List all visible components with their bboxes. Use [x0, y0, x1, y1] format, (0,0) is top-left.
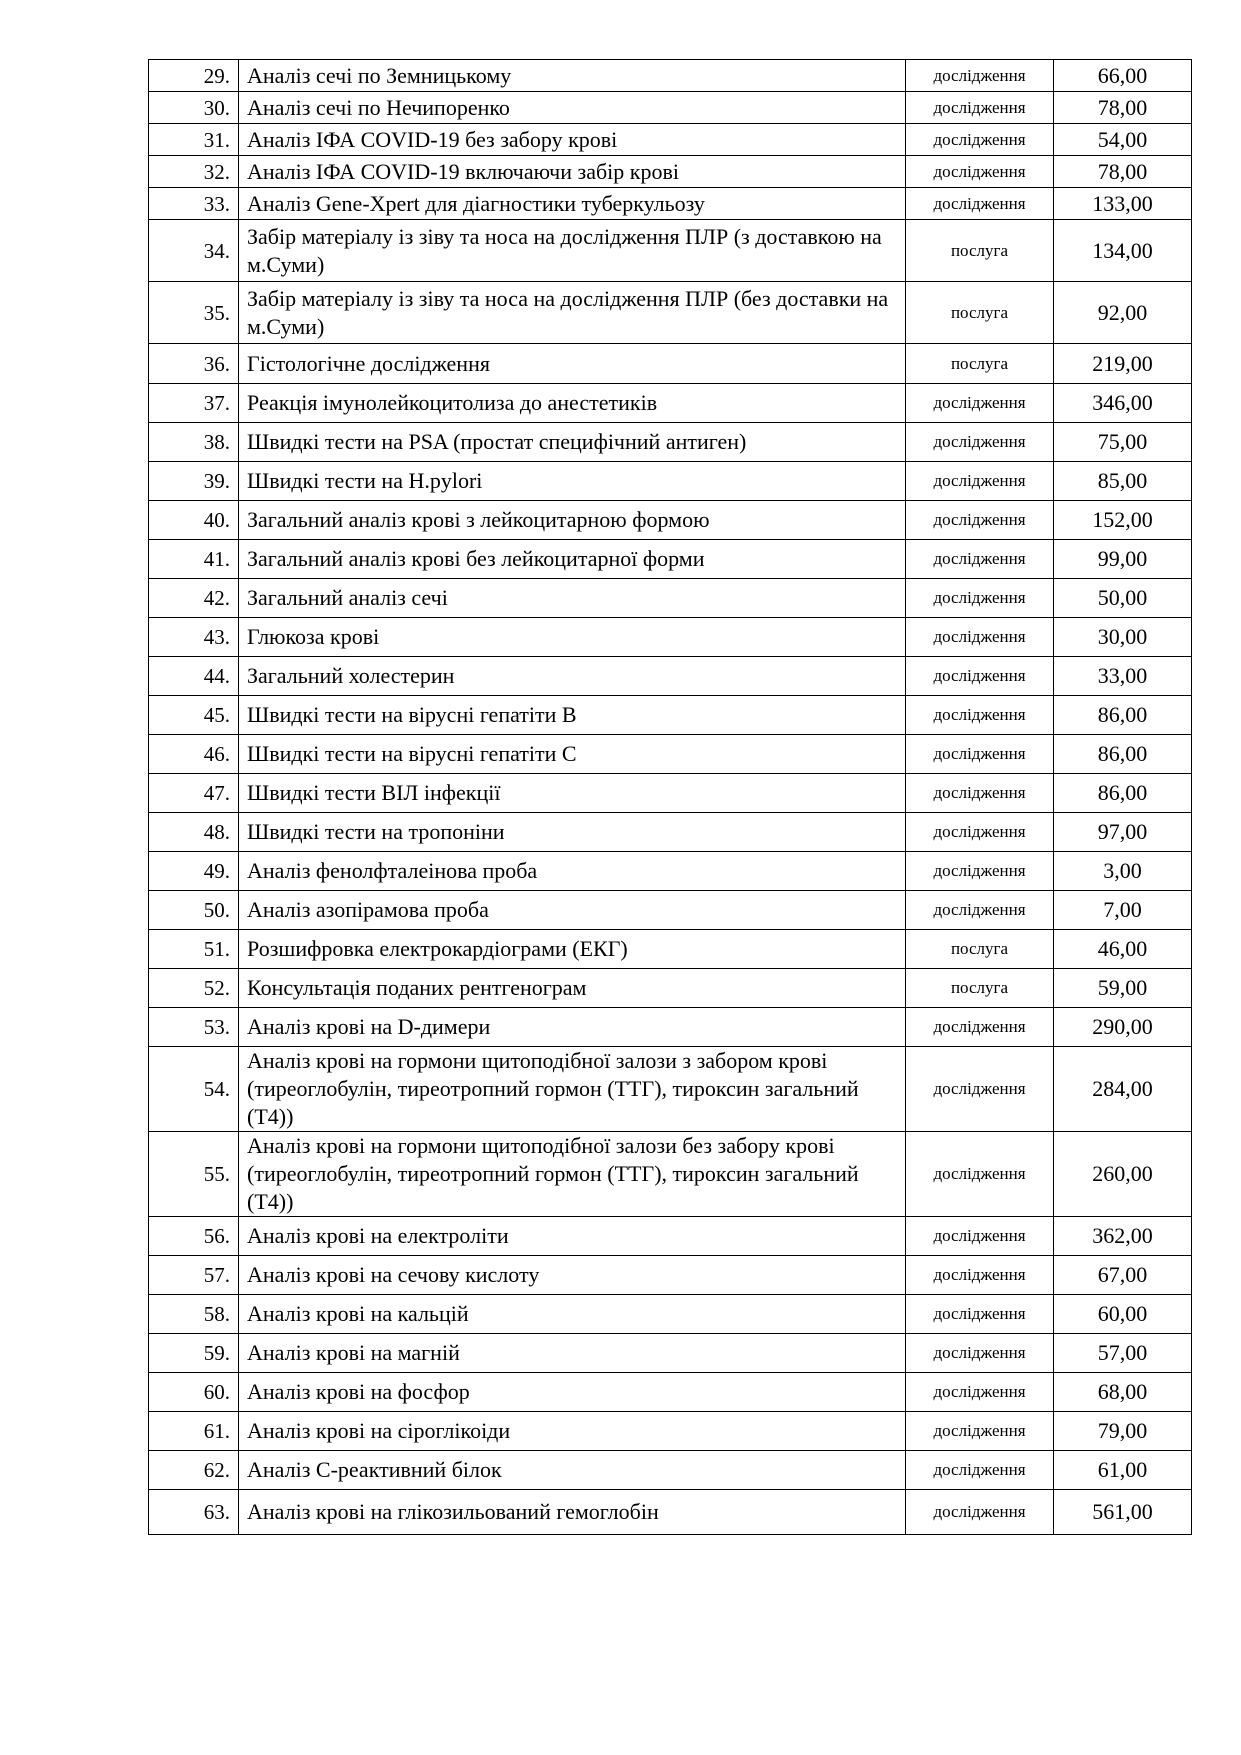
service-name: Реакція імунолейкоцитолиза до анестетиків	[239, 384, 906, 423]
table-row	[149, 384, 1192, 423]
table-row	[149, 1008, 1192, 1047]
unit-of-measure: дослідження	[906, 579, 1054, 618]
price: 99,00	[1054, 540, 1192, 579]
table-row	[149, 423, 1192, 462]
unit-of-measure: дослідження	[906, 1490, 1054, 1535]
table-row	[149, 60, 1192, 92]
price: 33,00	[1054, 657, 1192, 696]
service-name: Аналіз крові на D-димери	[239, 1008, 906, 1047]
unit-of-measure: послуга	[906, 969, 1054, 1008]
row-number: 52.	[149, 969, 239, 1008]
unit-of-measure: дослідження	[906, 384, 1054, 423]
row-number: 41.	[149, 540, 239, 579]
row-number: 31.	[149, 124, 239, 156]
unit-of-measure: дослідження	[906, 423, 1054, 462]
price: 3,00	[1054, 852, 1192, 891]
table-row	[149, 618, 1192, 657]
table-body	[149, 60, 1192, 1535]
table-row	[149, 1373, 1192, 1412]
row-number: 63.	[149, 1490, 239, 1535]
table-row	[149, 696, 1192, 735]
unit-of-measure: дослідження	[906, 1373, 1054, 1412]
price: 134,00	[1054, 220, 1192, 282]
table-row	[149, 1047, 1192, 1132]
service-name: Аналіз С-реактивний білок	[239, 1451, 906, 1490]
price: 66,00	[1054, 60, 1192, 92]
unit-of-measure: дослідження	[906, 540, 1054, 579]
service-name: Аналіз Gene-Xpert для діагностики туберкульозу	[239, 188, 906, 220]
unit-of-measure: дослідження	[906, 92, 1054, 124]
unit-of-measure: дослідження	[906, 891, 1054, 930]
table-row	[149, 1334, 1192, 1373]
row-number: 61.	[149, 1412, 239, 1451]
price: 346,00	[1054, 384, 1192, 423]
service-name: Глюкоза крові	[239, 618, 906, 657]
price: 219,00	[1054, 344, 1192, 384]
service-name: Швидкі тести на PSA (простат специфічний антиген)	[239, 423, 906, 462]
row-number: 60.	[149, 1373, 239, 1412]
row-number: 42.	[149, 579, 239, 618]
table-row	[149, 657, 1192, 696]
price: 92,00	[1054, 282, 1192, 344]
unit-of-measure: дослідження	[906, 852, 1054, 891]
unit-of-measure: послуга	[906, 344, 1054, 384]
service-name: Загальний аналіз крові з лейкоцитарною формою	[239, 501, 906, 540]
price: 284,00	[1054, 1047, 1192, 1132]
price: 290,00	[1054, 1008, 1192, 1047]
price: 85,00	[1054, 462, 1192, 501]
service-name: Розшифровка електрокардіограми (ЕКГ)	[239, 930, 906, 969]
service-name: Аналіз ІФА COVID-19 без забору крові	[239, 124, 906, 156]
unit-of-measure: дослідження	[906, 1008, 1054, 1047]
unit-of-measure: дослідження	[906, 60, 1054, 92]
unit-of-measure: дослідження	[906, 188, 1054, 220]
unit-of-measure: послуга	[906, 282, 1054, 344]
table-row	[149, 1295, 1192, 1334]
row-number: 40.	[149, 501, 239, 540]
table-row	[149, 156, 1192, 188]
row-number: 50.	[149, 891, 239, 930]
table-row	[149, 774, 1192, 813]
row-number: 43.	[149, 618, 239, 657]
service-name: Загальний холестерин	[239, 657, 906, 696]
table-row	[149, 282, 1192, 344]
table-row	[149, 852, 1192, 891]
unit-of-measure: дослідження	[906, 1132, 1054, 1217]
row-number: 46.	[149, 735, 239, 774]
service-name: Аналіз ІФА COVID-19 включаючи забір крові	[239, 156, 906, 188]
service-name: Аналіз крові на гормони щитоподібної залози без забору крові (тиреоглобулін, тиреотропний гормон (ТТГ), тироксин загальний (Т4))	[239, 1132, 906, 1217]
service-name: Аналіз крові на глікозильований гемоглобін	[239, 1490, 906, 1535]
document-page	[148, 59, 1191, 1535]
row-number: 48.	[149, 813, 239, 852]
unit-of-measure: дослідження	[906, 156, 1054, 188]
service-name: Аналіз крові на сечову кислоту	[239, 1256, 906, 1295]
row-number: 58.	[149, 1295, 239, 1334]
row-number: 29.	[149, 60, 239, 92]
row-number: 47.	[149, 774, 239, 813]
price: 57,00	[1054, 1334, 1192, 1373]
unit-of-measure: дослідження	[906, 1412, 1054, 1451]
row-number: 53.	[149, 1008, 239, 1047]
unit-of-measure: дослідження	[906, 1334, 1054, 1373]
row-number: 38.	[149, 423, 239, 462]
table-row	[149, 92, 1192, 124]
service-name: Швидкі тести на H.pylori	[239, 462, 906, 501]
row-number: 57.	[149, 1256, 239, 1295]
price: 260,00	[1054, 1132, 1192, 1217]
unit-of-measure: дослідження	[906, 696, 1054, 735]
price: 75,00	[1054, 423, 1192, 462]
row-number: 45.	[149, 696, 239, 735]
service-name: Загальний аналіз крові без лейкоцитарної форми	[239, 540, 906, 579]
table-row	[149, 1217, 1192, 1256]
price: 97,00	[1054, 813, 1192, 852]
table-row	[149, 1451, 1192, 1490]
row-number: 55.	[149, 1132, 239, 1217]
table-row	[149, 344, 1192, 384]
table-row	[149, 579, 1192, 618]
service-name: Аналіз крові на фосфор	[239, 1373, 906, 1412]
price: 78,00	[1054, 156, 1192, 188]
service-name: Аналіз фенолфталеінова проба	[239, 852, 906, 891]
row-number: 36.	[149, 344, 239, 384]
price: 78,00	[1054, 92, 1192, 124]
table-row	[149, 735, 1192, 774]
table-row	[149, 124, 1192, 156]
service-name: Аналіз крові на електроліти	[239, 1217, 906, 1256]
row-number: 54.	[149, 1047, 239, 1132]
price: 561,00	[1054, 1490, 1192, 1535]
unit-of-measure: послуга	[906, 930, 1054, 969]
unit-of-measure: дослідження	[906, 813, 1054, 852]
row-number: 34.	[149, 220, 239, 282]
row-number: 37.	[149, 384, 239, 423]
row-number: 49.	[149, 852, 239, 891]
row-number: 62.	[149, 1451, 239, 1490]
price: 50,00	[1054, 579, 1192, 618]
price: 54,00	[1054, 124, 1192, 156]
service-name: Забір матеріалу із зіву та носа на дослідження ПЛР (без доставки на м.Суми)	[239, 282, 906, 344]
row-number: 51.	[149, 930, 239, 969]
price: 59,00	[1054, 969, 1192, 1008]
unit-of-measure: дослідження	[906, 1217, 1054, 1256]
price-table	[148, 59, 1192, 1535]
price: 86,00	[1054, 735, 1192, 774]
service-name: Забір матеріалу із зіву та носа на дослідження ПЛР (з доставкою на м.Суми)	[239, 220, 906, 282]
table-row	[149, 1412, 1192, 1451]
unit-of-measure: послуга	[906, 220, 1054, 282]
unit-of-measure: дослідження	[906, 1451, 1054, 1490]
price: 133,00	[1054, 188, 1192, 220]
service-name: Аналіз крові на гормони щитоподібної залози з забором крові (тиреоглобулін, тиреотропний гормон (ТТГ), тироксин загальний (Т4))	[239, 1047, 906, 1132]
row-number: 35.	[149, 282, 239, 344]
unit-of-measure: дослідження	[906, 501, 1054, 540]
row-number: 44.	[149, 657, 239, 696]
price: 86,00	[1054, 774, 1192, 813]
table-row	[149, 1132, 1192, 1217]
row-number: 39.	[149, 462, 239, 501]
row-number: 56.	[149, 1217, 239, 1256]
price: 61,00	[1054, 1451, 1192, 1490]
table-row	[149, 930, 1192, 969]
table-row	[149, 188, 1192, 220]
unit-of-measure: дослідження	[906, 774, 1054, 813]
service-name: Швидкі тести на вірусні гепатіти С	[239, 735, 906, 774]
price: 152,00	[1054, 501, 1192, 540]
price: 30,00	[1054, 618, 1192, 657]
price: 79,00	[1054, 1412, 1192, 1451]
table-row	[149, 969, 1192, 1008]
row-number: 32.	[149, 156, 239, 188]
table-row	[149, 1256, 1192, 1295]
service-name: Аналіз крові на сіроглікоіди	[239, 1412, 906, 1451]
price: 68,00	[1054, 1373, 1192, 1412]
service-name: Консультація поданих рентгенограм	[239, 969, 906, 1008]
unit-of-measure: дослідження	[906, 1256, 1054, 1295]
service-name: Загальний аналіз сечі	[239, 579, 906, 618]
table-row	[149, 891, 1192, 930]
unit-of-measure: дослідження	[906, 1295, 1054, 1334]
unit-of-measure: дослідження	[906, 1047, 1054, 1132]
price: 60,00	[1054, 1295, 1192, 1334]
price: 86,00	[1054, 696, 1192, 735]
service-name: Аналіз сечі по Земницькому	[239, 60, 906, 92]
price: 7,00	[1054, 891, 1192, 930]
unit-of-measure: дослідження	[906, 735, 1054, 774]
service-name: Гістологічне дослідження	[239, 344, 906, 384]
price: 67,00	[1054, 1256, 1192, 1295]
row-number: 30.	[149, 92, 239, 124]
price: 46,00	[1054, 930, 1192, 969]
service-name: Швидкі тести на тропоніни	[239, 813, 906, 852]
table-row	[149, 501, 1192, 540]
service-name: Аналіз азопірамова проба	[239, 891, 906, 930]
table-row	[149, 540, 1192, 579]
table-row	[149, 813, 1192, 852]
table-row	[149, 220, 1192, 282]
unit-of-measure: дослідження	[906, 462, 1054, 501]
unit-of-measure: дослідження	[906, 618, 1054, 657]
table-row	[149, 462, 1192, 501]
service-name: Аналіз крові на магній	[239, 1334, 906, 1373]
service-name: Аналіз сечі по Нечипоренко	[239, 92, 906, 124]
unit-of-measure: дослідження	[906, 657, 1054, 696]
row-number: 59.	[149, 1334, 239, 1373]
service-name: Швидкі тести на вірусні гепатіти В	[239, 696, 906, 735]
service-name: Аналіз крові на кальцій	[239, 1295, 906, 1334]
row-number: 33.	[149, 188, 239, 220]
table-row	[149, 1490, 1192, 1535]
price: 362,00	[1054, 1217, 1192, 1256]
service-name: Швидкі тести ВІЛ інфекції	[239, 774, 906, 813]
unit-of-measure: дослідження	[906, 124, 1054, 156]
